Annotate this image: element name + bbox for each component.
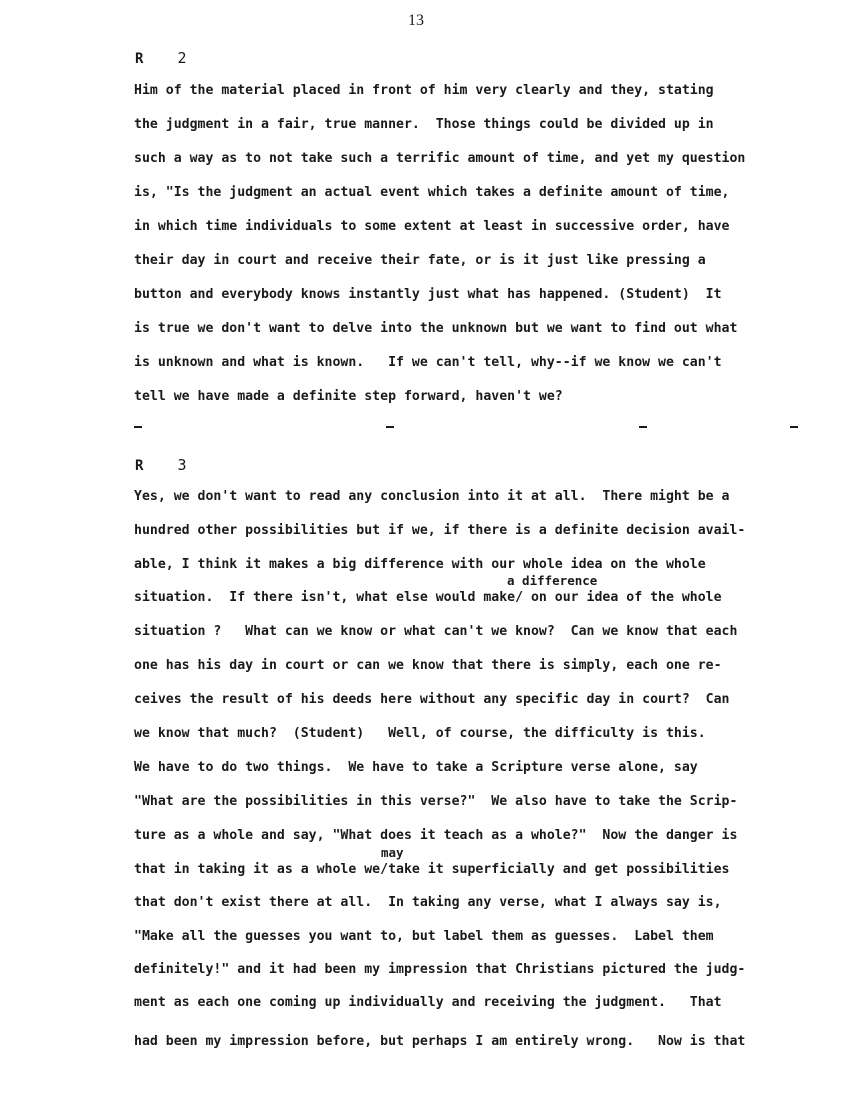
text-line: had been my impression before, but perhaps I am entirely wrong. Now is that — [134, 1034, 746, 1049]
text-line: ment as each one coming up individually and receiving the judgment. That — [134, 995, 722, 1010]
section-number: 2 — [177, 49, 187, 67]
section-number: 3 — [177, 456, 187, 474]
separator-dash — [639, 426, 647, 428]
text-line: one has his day in court or can we know that there is simply, each one re- — [134, 658, 722, 673]
text-line: tell we have made a definite step forward, haven't we? — [134, 389, 563, 404]
text-line: button and everybody knows instantly just what has happened. (Student) It — [134, 287, 722, 302]
handwritten-insertion: may — [381, 845, 404, 860]
section-label: R — [135, 51, 144, 67]
text-line: is, "Is the judgment an actual event which takes a definite amount of time, — [134, 185, 730, 200]
section-heading-r2 — [135, 49, 186, 67]
section-label: R — [135, 458, 144, 474]
text-line: definitely!" and it had been my impression that Christians pictured the judg- — [134, 962, 746, 977]
text-line: in which time individuals to some extent at least in successive order, have — [134, 219, 730, 234]
separator-dash — [386, 426, 394, 428]
text-line: their day in court and receive their fate, or is it just like pressing a — [134, 253, 706, 268]
text-line: such a way as to not take such a terrific amount of time, and yet my question — [134, 151, 746, 166]
text-line: Him of the material placed in front of him very clearly and they, stating — [134, 83, 714, 98]
separator-dash — [134, 426, 142, 428]
page-number: 13 — [408, 12, 424, 29]
text-line: ceives the result of his deeds here without any specific day in court? Can — [134, 692, 730, 707]
text-line: is true we don't want to delve into the unknown but we want to find out what — [134, 321, 738, 336]
text-line: ture as a whole and say, "What does it teach as a whole?" Now the danger is — [134, 828, 738, 843]
text-line: situation. If there isn't, what else would make/ on our idea of the whole — [134, 590, 722, 605]
text-line: Yes, we don't want to read any conclusion into it at all. There might be a — [134, 489, 730, 504]
section-heading-r3 — [135, 456, 186, 474]
text-line: that in taking it as a whole we/take it superficially and get possibilities — [134, 862, 730, 877]
text-line: is unknown and what is known. If we can't tell, why--if we know we can't — [134, 355, 722, 370]
text-line: that don't exist there at all. In taking any verse, what I always say is, — [134, 895, 722, 910]
text-line: the judgment in a fair, true manner. Those things could be divided up in — [134, 117, 714, 132]
text-line: "Make all the guesses you want to, but label them as guesses. Label them — [134, 929, 714, 944]
text-line: "What are the possibilities in this verse?" We also have to take the Scrip- — [134, 794, 738, 809]
text-line: situation ? What can we know or what can't we know? Can we know that each — [134, 624, 738, 639]
text-line: able, I think it makes a big difference with our whole idea on the whole — [134, 557, 706, 572]
text-line: we know that much? (Student) Well, of course, the difficulty is this. — [134, 726, 706, 741]
separator-dash — [790, 426, 798, 428]
text-line: We have to do two things. We have to take a Scripture verse alone, say — [134, 760, 698, 775]
text-line: hundred other possibilities but if we, if there is a definite decision avail- — [134, 523, 746, 538]
handwritten-insertion: a difference — [507, 573, 598, 588]
